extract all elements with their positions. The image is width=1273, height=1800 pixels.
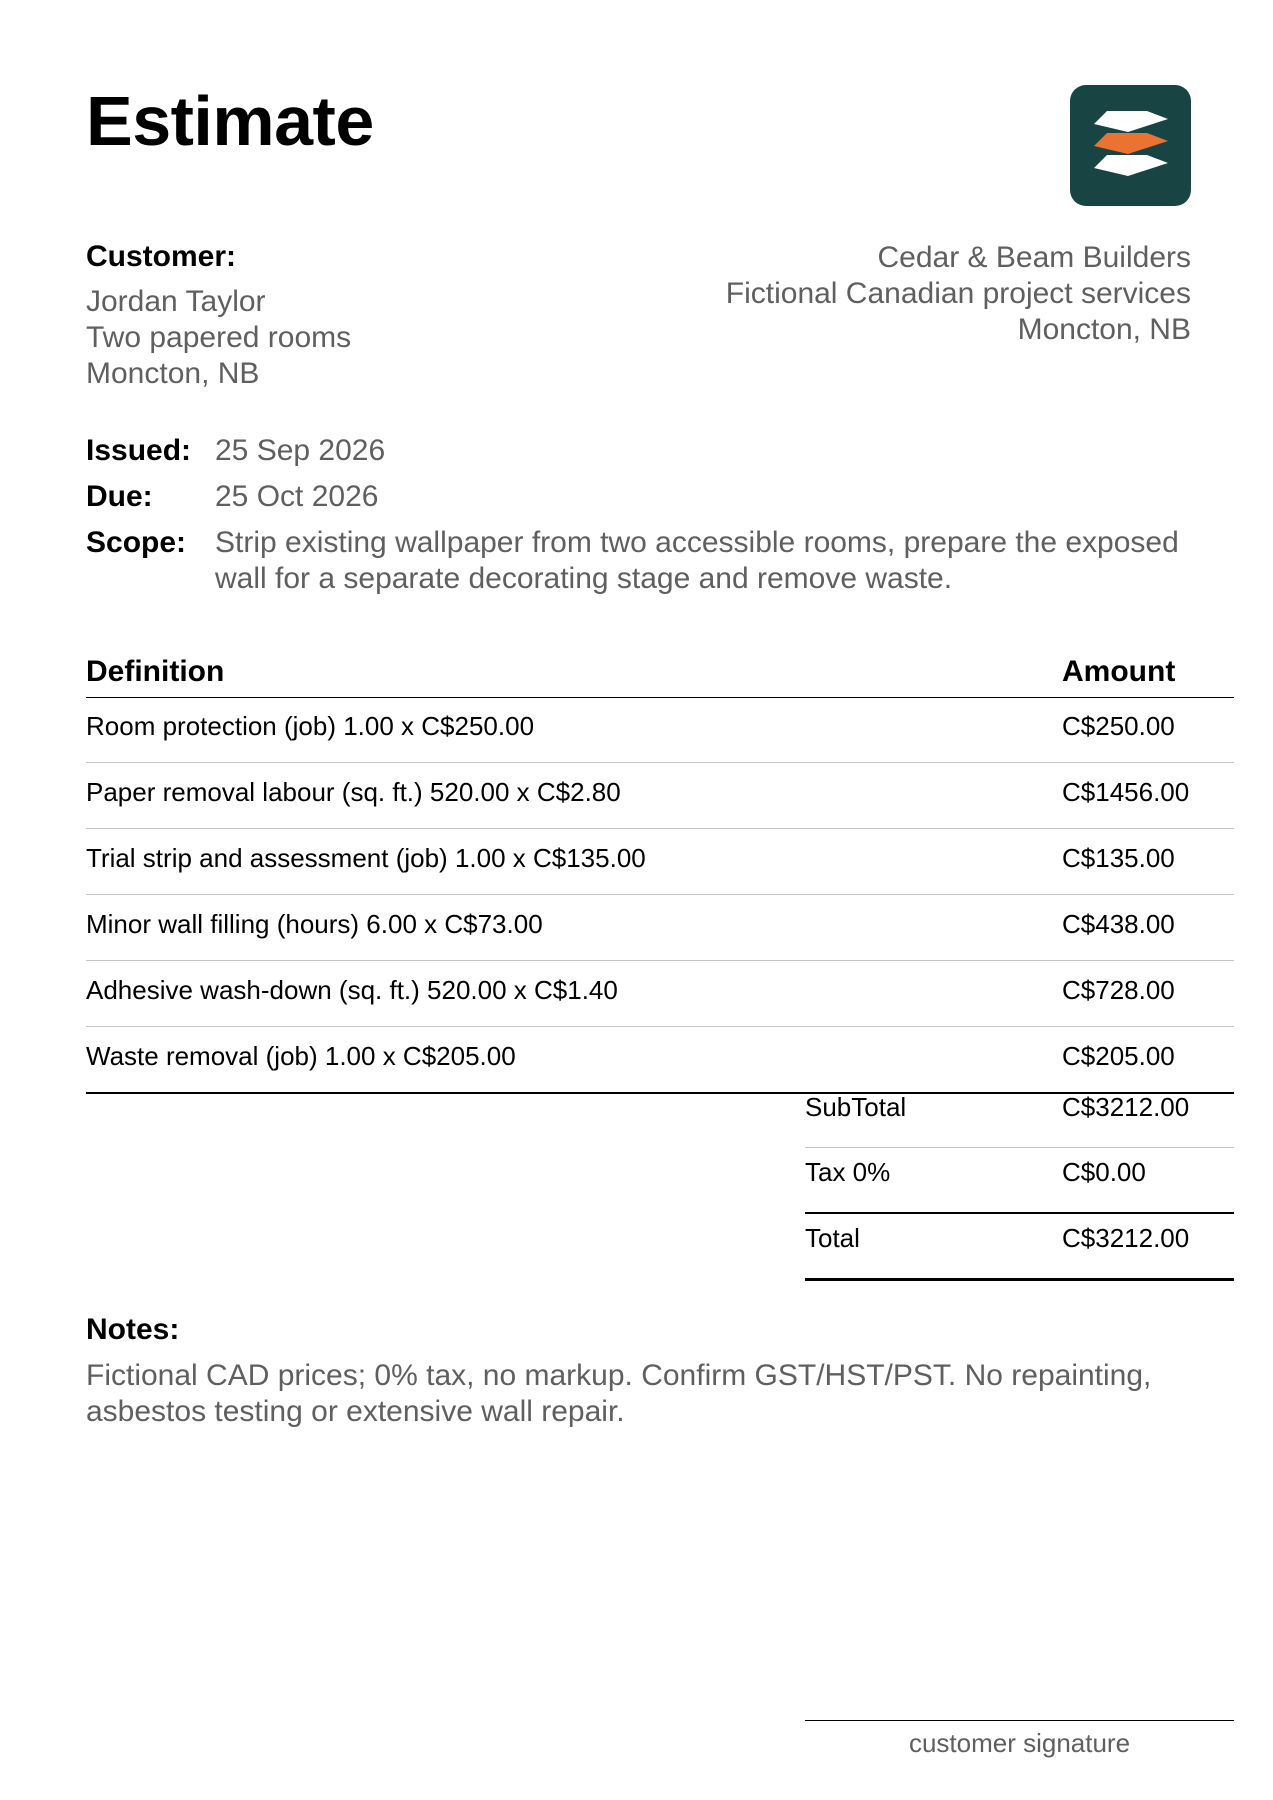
table-row [86, 763, 1234, 829]
line-item-amount: C$135.00 [1062, 843, 1175, 873]
notes-text: Fictional CAD prices; 0% tax, no markup. Confirm GST/HST/PST. No repainting, asbestos testing or extensive wall repair. [86, 1359, 1152, 1428]
amount-column-header: Amount [1062, 655, 1176, 688]
customer-project: Two papered rooms [86, 321, 352, 354]
line-item-definition: Trial strip and assessment (job) 1.00 x C$135.00 [86, 843, 646, 873]
customer-name: Jordan Taylor [86, 285, 266, 318]
company-name: Cedar & Beam Builders [877, 241, 1191, 274]
scope-label: Scope: [86, 526, 187, 559]
table-row [86, 895, 1234, 961]
total-value: C$3212.00 [1062, 1223, 1190, 1253]
line-item-amount: C$1456.00 [1062, 777, 1190, 807]
company-location: Moncton, NB [1017, 313, 1191, 346]
line-item-amount: C$205.00 [1062, 1041, 1175, 1071]
notes-label: Notes: [86, 1313, 180, 1346]
table-row [86, 961, 1234, 1027]
issued-row [86, 433, 1236, 469]
document-title: Estimate [86, 82, 374, 160]
subtotal-value: C$3212.00 [1062, 1092, 1190, 1122]
tax-row [805, 1148, 1234, 1214]
tax-label: Tax 0% [805, 1157, 891, 1187]
due-label: Due: [86, 480, 153, 513]
signature-line [805, 1720, 1234, 1721]
total-row [805, 1214, 1234, 1281]
line-item-amount: C$728.00 [1062, 975, 1175, 1005]
definition-column-header: Definition [86, 655, 225, 688]
subtotal-row [805, 1083, 1234, 1148]
company-tagline: Fictional Canadian project services [725, 277, 1191, 310]
issued-label: Issued: [86, 434, 192, 467]
table-row [86, 829, 1234, 895]
line-item-definition: Minor wall filling (hours) 6.00 x C$73.00 [86, 909, 543, 939]
due-date: 25 Oct 2026 [215, 480, 379, 513]
line-item-definition: Room protection (job) 1.00 x C$250.00 [86, 711, 535, 741]
line-item-amount: C$250.00 [1062, 711, 1175, 741]
subtotal-label: SubTotal [805, 1092, 907, 1122]
total-label: Total [805, 1223, 860, 1253]
issued-date: 25 Sep 2026 [215, 434, 386, 467]
customer-label: Customer: [86, 240, 237, 273]
tax-value: C$0.00 [1062, 1157, 1146, 1187]
scope-row [86, 525, 1236, 597]
signature-label: customer signature [908, 1728, 1131, 1758]
estimate-meta [86, 433, 1236, 607]
totals-block [805, 1083, 1234, 1281]
customer-block [86, 284, 351, 392]
customer-location: Moncton, NB [86, 357, 260, 390]
company-block [726, 240, 1191, 348]
line-item-amount: C$438.00 [1062, 909, 1175, 939]
layered-planks-icon [1070, 85, 1191, 206]
due-row [86, 479, 1236, 515]
line-item-definition: Waste removal (job) 1.00 x C$205.00 [86, 1041, 516, 1071]
scope-text: Strip existing wallpaper from two accessible rooms, prepare the exposed wall for a separate decorating stage and remove waste. [215, 526, 1179, 595]
table-row [86, 697, 1234, 763]
line-item-definition: Paper removal labour (sq. ft.) 520.00 x C$2.80 [86, 777, 621, 807]
line-items-header [86, 655, 1234, 698]
line-item-definition: Adhesive wash-down (sq. ft.) 520.00 x C$1.40 [86, 975, 618, 1005]
line-items-table [86, 697, 1234, 1094]
company-logo [1070, 85, 1191, 206]
